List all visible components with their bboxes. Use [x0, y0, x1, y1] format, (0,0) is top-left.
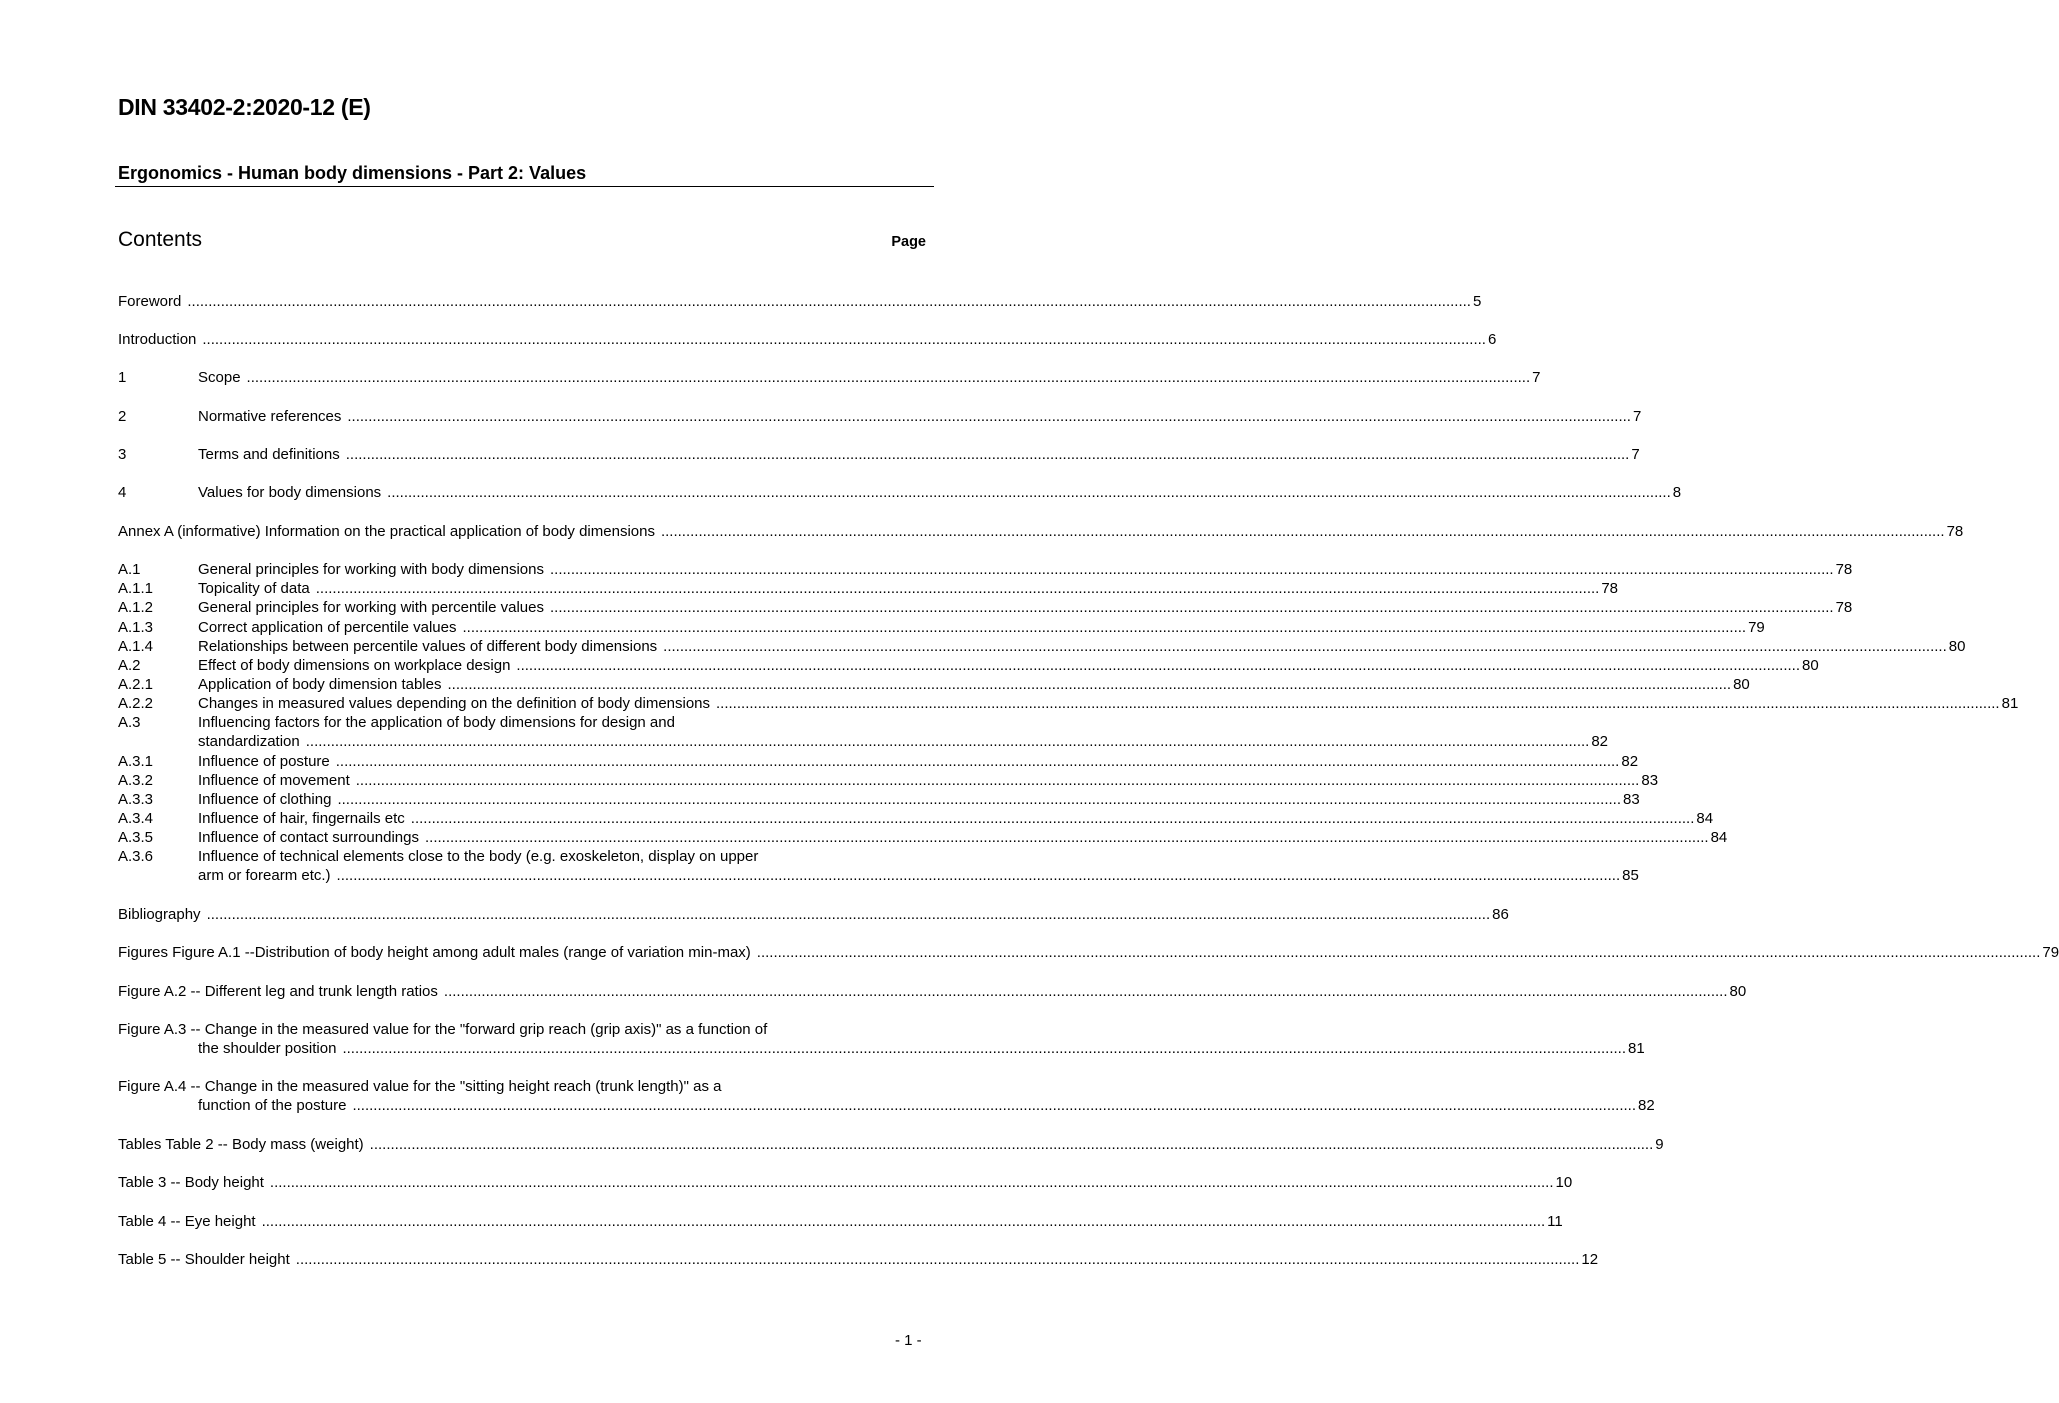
toc-entry-a1-3[interactable] — [118, 618, 1765, 637]
toc-page-number: 84 — [1710, 828, 1728, 846]
toc-entry-title: General principles for working with percentile values — [198, 598, 544, 616]
dot-leader — [387, 483, 1671, 502]
toc-entry-a1-1[interactable] — [118, 579, 1619, 598]
toc-section-number: A.1.1 — [118, 579, 154, 597]
toc-section-number: A.2.2 — [118, 694, 154, 712]
toc-entry-title: Influence of posture — [198, 752, 330, 770]
dot-leader — [356, 771, 1640, 790]
toc-entry-figure-a2[interactable] — [118, 982, 1747, 1001]
toc-section-number: A.1.3 — [118, 618, 154, 636]
document-title: DIN 33402-2:2020-12 (E) — [118, 94, 371, 120]
toc-entry-table-2[interactable] — [118, 1135, 1664, 1154]
toc-entry-title: Topicality of data — [198, 579, 310, 597]
toc-section-number: 1 — [118, 368, 127, 386]
toc-page-number: 79 — [1748, 618, 1765, 636]
toc-entry-terms-and-definitions[interactable] — [118, 445, 1640, 464]
toc-section-number: A.1.4 — [118, 637, 154, 655]
dot-leader — [207, 905, 1491, 924]
toc-entry-a2-1[interactable] — [118, 675, 1750, 694]
toc-entry-title: Normative references — [198, 407, 342, 425]
toc-page-number: 7 — [1632, 407, 1642, 425]
toc-entry-title: Figures Figure A.1 --Distribution of body height among adult males (range of variation min-max) — [118, 943, 751, 961]
toc-entry-title: Table 5 -- Shoulder height — [118, 1250, 290, 1268]
toc-entry-title: Foreword — [118, 292, 182, 310]
toc-section-number: A.1.2 — [118, 598, 154, 616]
toc-page-number: 81 — [1628, 1040, 1645, 1058]
toc-entry-title: Influencing factors for the application of body dimensions for design and — [198, 713, 675, 731]
toc-entry-annex-a[interactable] — [118, 522, 1964, 541]
toc-page-number: 81 — [2001, 694, 2019, 712]
toc-page-number: 78 — [1835, 598, 1853, 616]
dot-leader — [516, 656, 1800, 675]
dot-leader — [448, 675, 1732, 694]
title-divider — [115, 186, 934, 187]
contents-heading: Contents — [118, 228, 203, 251]
dot-leader — [346, 445, 1630, 464]
dot-leader — [247, 368, 1531, 387]
toc-entry-a3-1[interactable] — [118, 752, 1639, 771]
dot-leader — [370, 1135, 1654, 1154]
toc-entry-table-4[interactable] — [118, 1212, 1563, 1231]
toc-entry-normative-references[interactable] — [118, 407, 1642, 426]
toc-entry-title: Terms and definitions — [198, 445, 340, 463]
toc-entry-title: Application of body dimension tables — [198, 675, 442, 693]
toc-section-number: A.1 — [118, 560, 141, 578]
toc-page-number: 82 — [1621, 752, 1639, 770]
toc-entry-title: Influence of contact surroundings — [198, 828, 419, 846]
toc-section-number: A.3 — [118, 713, 141, 731]
toc-entry-title: Annex A (informative) Information on the practical application of body dimensions — [118, 522, 655, 540]
toc-section-number: 3 — [118, 445, 127, 463]
toc-entry-title: Bibliography — [118, 905, 201, 923]
dot-leader — [187, 292, 1471, 311]
dot-leader — [347, 407, 1631, 426]
toc-entry-title-continued: arm or forearm etc.) — [198, 867, 331, 885]
toc-entry-values-for-body-dimensions[interactable] — [118, 483, 1682, 502]
toc-entry-scope[interactable] — [118, 368, 1541, 387]
toc-entry-a2-2[interactable] — [118, 694, 2019, 713]
toc-entry-figure-a4[interactable] — [118, 1077, 1655, 1115]
dot-leader — [550, 598, 1834, 617]
page-number: - 1 - — [895, 1332, 922, 1349]
dot-leader — [270, 1173, 1554, 1192]
toc-entry-title: Figure A.2 -- Different leg and trunk length ratios — [118, 982, 438, 1000]
toc-page-number: 83 — [1623, 790, 1640, 808]
toc-entry-title-continued: standardization — [198, 733, 300, 751]
toc-section-number: A.2 — [118, 656, 141, 674]
toc-page-number: 78 — [1601, 579, 1619, 597]
toc-section-number: A.3.6 — [118, 847, 154, 865]
toc-page-number: 8 — [1672, 483, 1682, 501]
toc-page-number: 12 — [1581, 1250, 1599, 1268]
dot-leader — [336, 752, 1620, 771]
document-subtitle: Ergonomics - Human body dimensions - Part 2: Values — [118, 163, 587, 183]
toc-page-number: 7 — [1631, 445, 1640, 463]
toc-entry-introduction[interactable] — [118, 330, 1497, 349]
dot-leader — [352, 1096, 1636, 1115]
toc-entry-title: Introduction — [118, 330, 197, 348]
toc-entry-foreword[interactable] — [118, 292, 1482, 311]
dot-leader — [550, 560, 1834, 579]
toc-entry-title: General principles for working with body dimensions — [198, 560, 544, 578]
dot-leader — [337, 866, 1621, 885]
dot-leader — [262, 1212, 1546, 1231]
dot-leader — [462, 618, 1746, 637]
toc-section-number: A.3.4 — [118, 809, 154, 827]
toc-section-number: A.3.3 — [118, 790, 154, 808]
toc-page-number: 78 — [1835, 560, 1853, 578]
toc-page-number: 82 — [1591, 733, 1609, 751]
dot-leader — [306, 732, 1590, 751]
toc-entry-title: Influence of hair, fingernails etc — [198, 809, 405, 827]
toc-section-number: A.3.1 — [118, 752, 154, 770]
dot-leader — [757, 943, 2041, 962]
toc-entry-title: Effect of body dimensions on workplace design — [198, 656, 511, 674]
toc-entry-title: Influence of technical elements close to the body (e.g. exoskeleton, display on upper — [198, 847, 759, 865]
toc-entry-a2[interactable] — [118, 656, 1819, 675]
toc-entry-a3-2[interactable] — [118, 771, 1659, 790]
toc-entry-title-continued: function of the posture — [198, 1097, 347, 1115]
toc-section-number: A.3.2 — [118, 771, 154, 789]
toc-page-number: 6 — [1487, 330, 1497, 348]
toc-page-number: 79 — [2042, 943, 2059, 961]
toc-page-number: 86 — [1492, 905, 1509, 923]
toc-page-number: 83 — [1641, 771, 1659, 789]
toc-section-number: A.2.1 — [118, 675, 154, 693]
page-column-label: Page — [891, 234, 926, 250]
toc-entry-title: Relationships between percentile values of different body dimensions — [198, 637, 658, 655]
dot-leader — [663, 637, 1947, 656]
toc-entry-title: Correct application of percentile values — [198, 618, 457, 636]
toc-page-number: 82 — [1638, 1097, 1655, 1115]
toc-page-number: 84 — [1696, 809, 1714, 827]
toc-page-number: 80 — [1733, 675, 1750, 693]
toc-page-number: 78 — [1946, 522, 1964, 540]
toc-entry-figure-a1[interactable] — [118, 943, 2059, 962]
dot-leader — [337, 790, 1621, 809]
dot-leader — [202, 330, 1486, 349]
dot-leader — [716, 694, 2000, 713]
dot-leader — [444, 982, 1728, 1001]
toc-section-number: 2 — [118, 407, 127, 425]
toc-entry-title: Changes in measured values depending on the definition of body dimensions — [198, 694, 711, 712]
toc-entry-a1[interactable] — [118, 560, 1853, 579]
toc-page-number: 85 — [1622, 867, 1639, 885]
toc-section-number: A.3.5 — [118, 828, 154, 846]
toc-entry-a3-4[interactable] — [118, 809, 1714, 828]
toc-entry-figure-a3[interactable] — [118, 1020, 1645, 1058]
toc-page-number: 9 — [1655, 1135, 1664, 1153]
toc-page-number: 80 — [1802, 656, 1819, 674]
toc-entry-title: Values for body dimensions — [198, 483, 382, 501]
dot-leader — [425, 828, 1709, 847]
toc-entry-table-3[interactable] — [118, 1173, 1573, 1192]
toc-entry-bibliography[interactable] — [118, 905, 1509, 924]
toc-page-number: 11 — [1547, 1212, 1563, 1230]
toc-entry-title: Table 3 -- Body height — [118, 1173, 264, 1191]
toc-entry-table-5[interactable] — [118, 1250, 1599, 1269]
dot-leader — [342, 1039, 1626, 1058]
toc-entry-a3-6[interactable] — [118, 847, 1639, 885]
toc-page-number: 10 — [1555, 1173, 1573, 1191]
toc-page-number: 5 — [1472, 292, 1482, 310]
dot-leader — [661, 522, 1945, 541]
toc-page-number: 80 — [1729, 982, 1747, 1000]
dot-leader — [411, 809, 1695, 828]
toc-page-number: 7 — [1532, 368, 1541, 386]
toc-entry-title: Figure A.4 -- Change in the measured value for the "sitting height reach (trunk length)" as a — [118, 1077, 722, 1095]
toc-entry-title: Scope — [198, 368, 241, 386]
toc-entry-title: Influence of clothing — [198, 790, 332, 808]
toc-entry-a1-2[interactable] — [118, 598, 1853, 617]
dot-leader — [316, 579, 1600, 598]
toc-section-number: 4 — [118, 483, 127, 501]
toc-entry-title-continued: the shoulder position — [198, 1040, 337, 1058]
toc-entry-title: Influence of movement — [198, 771, 350, 789]
toc-entry-title: Tables Table 2 -- Body mass (weight) — [118, 1135, 364, 1153]
dot-leader — [296, 1250, 1580, 1269]
toc-entry-a3[interactable] — [118, 713, 1609, 751]
toc-entry-a3-5[interactable] — [118, 828, 1728, 847]
toc-entry-title: Figure A.3 -- Change in the measured value for the "forward grip reach (grip axis)" as a function of — [118, 1020, 768, 1038]
toc-entry-a1-4[interactable] — [118, 637, 1966, 656]
toc-entry-title: Table 4 -- Eye height — [118, 1212, 256, 1230]
toc-page-number: 80 — [1948, 637, 1966, 655]
toc-entry-a3-3[interactable] — [118, 790, 1640, 809]
